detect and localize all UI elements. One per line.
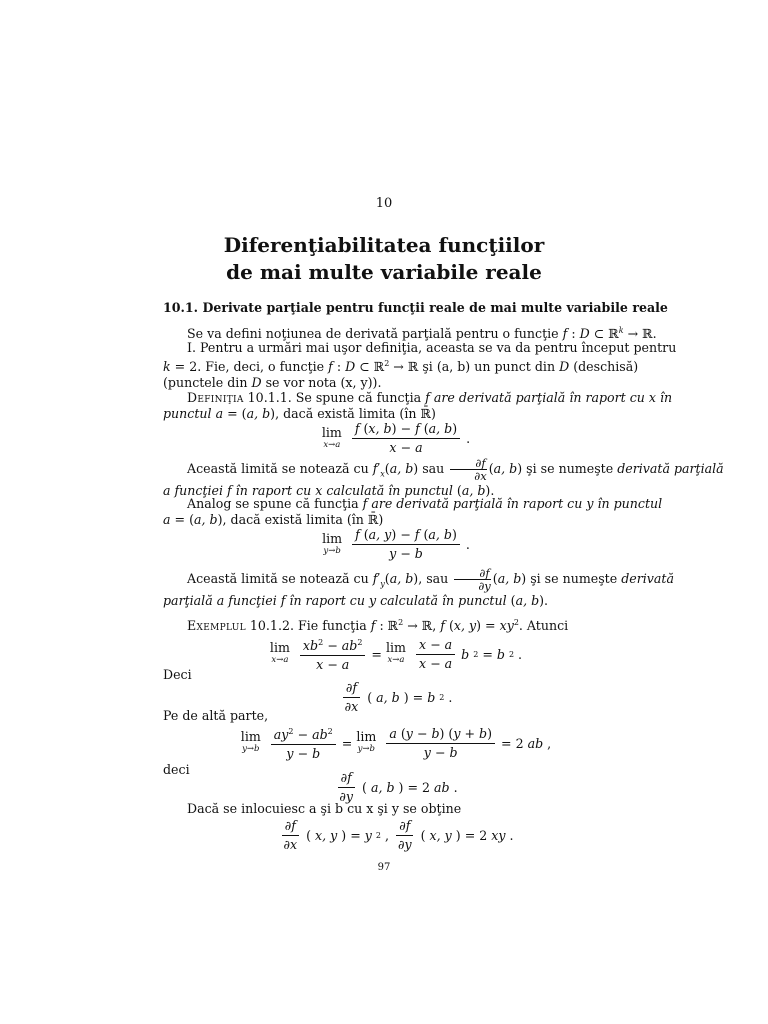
example-limit-y: lim y→b $\frac{ay^2 - ab^2}{y - b}$ = lim y→b $\frac{a (y - b) (y + b)}{y - b}$ = 2 ab , (240, 725, 552, 762)
chapter-title (0, 232, 768, 286)
example-10-1-2: Exemplul 10.1.2. Fie funcţia f : ℝ$^2$ → ℝ, f (x, $y) = xy^2$. Atunci (187, 618, 569, 634)
partial-y-result: $\frac{\partial f}{\partial y}$ ( a, b ) = 2 ab . (339, 770, 458, 804)
chapter-title-line-2: de mai multe variabile reale (226, 260, 542, 284)
replace-variables-text: Dacă se inlocuiesc a şi b cu x şi y se obţine (187, 801, 462, 816)
partial-x-notation: Această limită se notează cu $f'_x(a$, b) sau $\frac{\partial f}{\partial x}$ (a, b) şi se numeşte derivată parţială a funcţiei f în raport cu x calculată în punctul (a, b). (163, 456, 724, 498)
analog-definition-y: Analog se spune că funcţia f are derivată parţială în raport cu y în punctul a = (a, b), dacă există limita (în ℝ̄) (163, 496, 663, 527)
chapter-number: 10 (375, 196, 393, 211)
section-title: 10.1. Derivate parţiale pentru funcţii reale de mai multe variabile reale (163, 300, 668, 315)
deci-label-2: deci (163, 762, 190, 777)
limit-equation-y: lim y→b $\frac{f (a, y) - f (a, b)}{y - b}$ . (322, 527, 470, 561)
example-limit-x: lim x→a $\frac{xb^2 - ab^2}{x - a}$ = lim x→a $\frac{x - a}{x - a}$ b 2 = b 2 . (269, 636, 523, 673)
limit-equation-x: lim x→a $\frac{f (x, b) - f (a, b)}{x - a}$ . (321, 421, 471, 455)
partial-x-result: $\frac{\partial f}{\partial x}$ ( a, b ) = b 2 . (344, 680, 453, 714)
chapter-title-line-1: Diferenţiabilitatea funcţiilor (223, 233, 545, 257)
intro-paragraph-1: Se va defini noţiunea de derivată parţială pentru o funcţie f : D ⊂ ℝ$^k$ → ℝ. (187, 326, 657, 342)
definition-10-1-1: Definiţia 10.1.1. Se spune că funcţia f are derivată parţială în raport cu x în punctul a = (a, b), dacă există limita (în ℝ̄) (163, 390, 673, 421)
pe-de-alta-parte: Pe de altă parte, (163, 708, 269, 723)
partial-y-notation: Această limită se notează cu $f'_y(a$, b), sau $\frac{\partial f}{\partial y}$ (a, b) şi se numeşte derivată parţială a funcţiei f în raport cu y calculată în punctul (a, b). (163, 566, 674, 608)
intro-paragraph-2: I. Pentru a urmări mai uşor definiţia, aceasta se va da pentru început pentru k = 2. Fie, deci, o funcţie f : D ⊂ ℝ$^2$ → ℝ şi (a, b) un punct din D (deschisă) (punctele din D se vor nota (x, y)). (163, 340, 677, 391)
deci-label-1: Deci (163, 667, 192, 682)
general-partials: $\frac{\partial f}{\partial x}$ ( x, y ) = y 2 , $\frac{\partial f}{\partial y}$ ( x, y ) = 2 xy . (283, 818, 514, 852)
page-number: 97 (377, 862, 391, 873)
